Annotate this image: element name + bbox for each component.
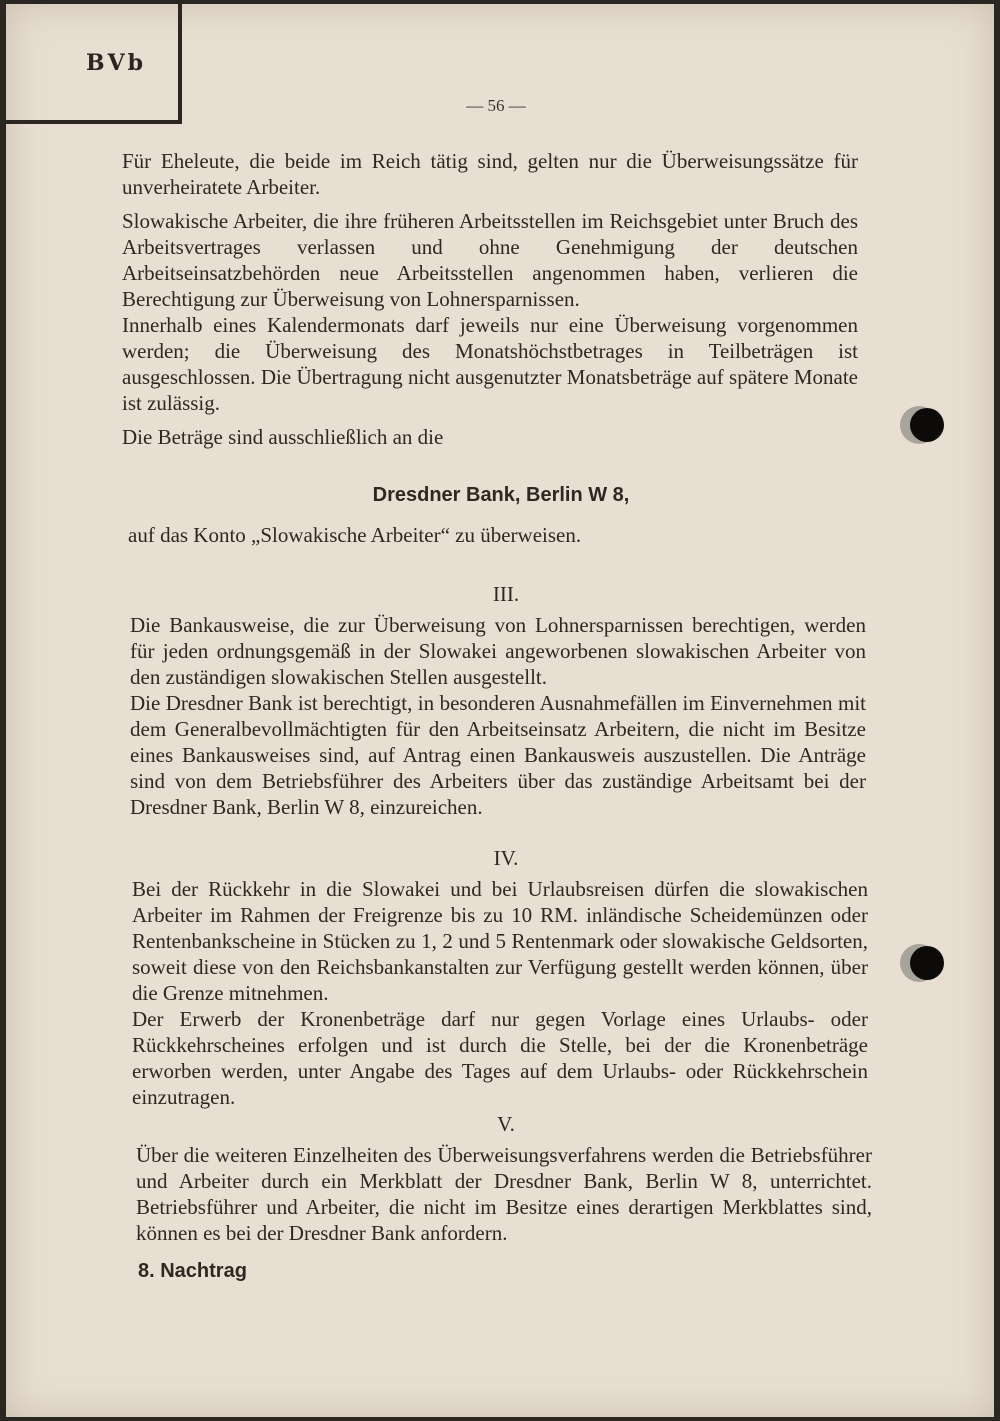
document-page — [6, 4, 994, 1417]
paragraph: Die Bankausweise, die zur Überweisung von Lohnersparnissen berechtigen, werden für jeden ordnungsgemäß in der Slowakei angeworbenen slowakischen Arbeiter von den zuständigen slowakischen Stellen ausgestellt. — [130, 613, 866, 689]
section-5-text — [136, 1142, 872, 1246]
section-1-text — [122, 148, 858, 450]
paragraph: Bei der Rückkehr in die Slowakei und bei Urlaubsreisen dürfen die slowakischen Arbeiter im Rahmen der Freigrenze bis zu 10 RM. inländische Scheidemünzen oder Rentenbankscheine in Stücken zu 1, 2 und 5 Rentenmark oder slowakische Geldsorten, soweit diese von den Reichsbankanstalten zur Verfügung gestellt werden können, über die Grenze mitnehmen. — [132, 877, 868, 1005]
punch-hole-upper — [910, 408, 944, 442]
paragraph: Über die weiteren Einzelheiten des Überweisungsverfahrens werden die Betriebsführer und Arbeiter durch ein Merkblatt der Dresdner Bank, Berlin W 8, unterrichtet. Betriebsführer und Arbeiter, die nicht im Besitze eines derartigen Merkblattes sind, können es bei der Dresdner Bank anfordern. — [136, 1143, 872, 1245]
paragraph: Für Eheleute, die beide im Reich tätig sind, gelten nur die Überweisungssätze für unverheiratete Arbeiter. — [122, 149, 858, 199]
bank-name: Dresdner Bank, Berlin W 8, — [372, 484, 630, 506]
paragraph: Der Erwerb der Kronenbeträge darf nur gegen Vorlage eines Urlaubs- oder Rückkehrscheines erfolgen und ist durch die Stelle, bei der die Kronenbeträge erworben werden, unter Angabe des Tages auf dem Urlaubs- oder Rückkehrschein einzutragen. — [132, 1007, 868, 1109]
page-number: — 56 — — [466, 96, 526, 115]
paragraph: Innerhalb eines Kalendermonats darf jeweils nur eine Überweisung vorgenommen werden; die Überweisung des Monatshöchstbetrages in Teilbeträgen ist ausgeschlossen. Die Übertragung nicht ausgenutzter Monatsbeträge auf spätere Monate ist zulässig. — [122, 313, 858, 415]
section-3-text — [130, 612, 866, 820]
section-heading: V. — [497, 1112, 515, 1136]
paragraph: Die Beträge sind ausschließlich an die — [122, 425, 444, 449]
punch-hole-lower — [910, 946, 944, 980]
stamp-label: BVb — [86, 50, 147, 76]
section-heading: IV. — [493, 846, 519, 870]
paragraph: Die Dresdner Bank ist berechtigt, in besonderen Ausnahmefällen im Einvernehmen mit dem Generalbevollmächtigten für den Arbeitseinsatz Arbeitern, die nicht im Besitze eines Bankausweises sind, auf Antrag einen Bankausweis auszustellen. Die Anträge sind von dem Betriebsführer des Arbeiters über das zuständige Arbeitsamt bei der Dresdner Bank, Berlin W 8, einzureichen. — [130, 691, 866, 819]
account-line: auf das Konto „Slowakische Arbeiter“ zu überweisen. — [128, 523, 582, 547]
paragraph: Slowakische Arbeiter, die ihre früheren Arbeitsstellen im Reichsgebiet unter Bruch des Arbeitsvertrages verlassen und ohne Genehmigung der deutschen Arbeitseinsatzbehörden neue Arbeitsstellen angenommen haben, verlieren die Berechtigung zur Überweisung von Lohnersparnissen. — [122, 209, 858, 311]
supplement-tag: 8. Nachtrag — [138, 1260, 247, 1282]
section-heading: III. — [492, 582, 520, 606]
section-4-text — [132, 876, 868, 1110]
